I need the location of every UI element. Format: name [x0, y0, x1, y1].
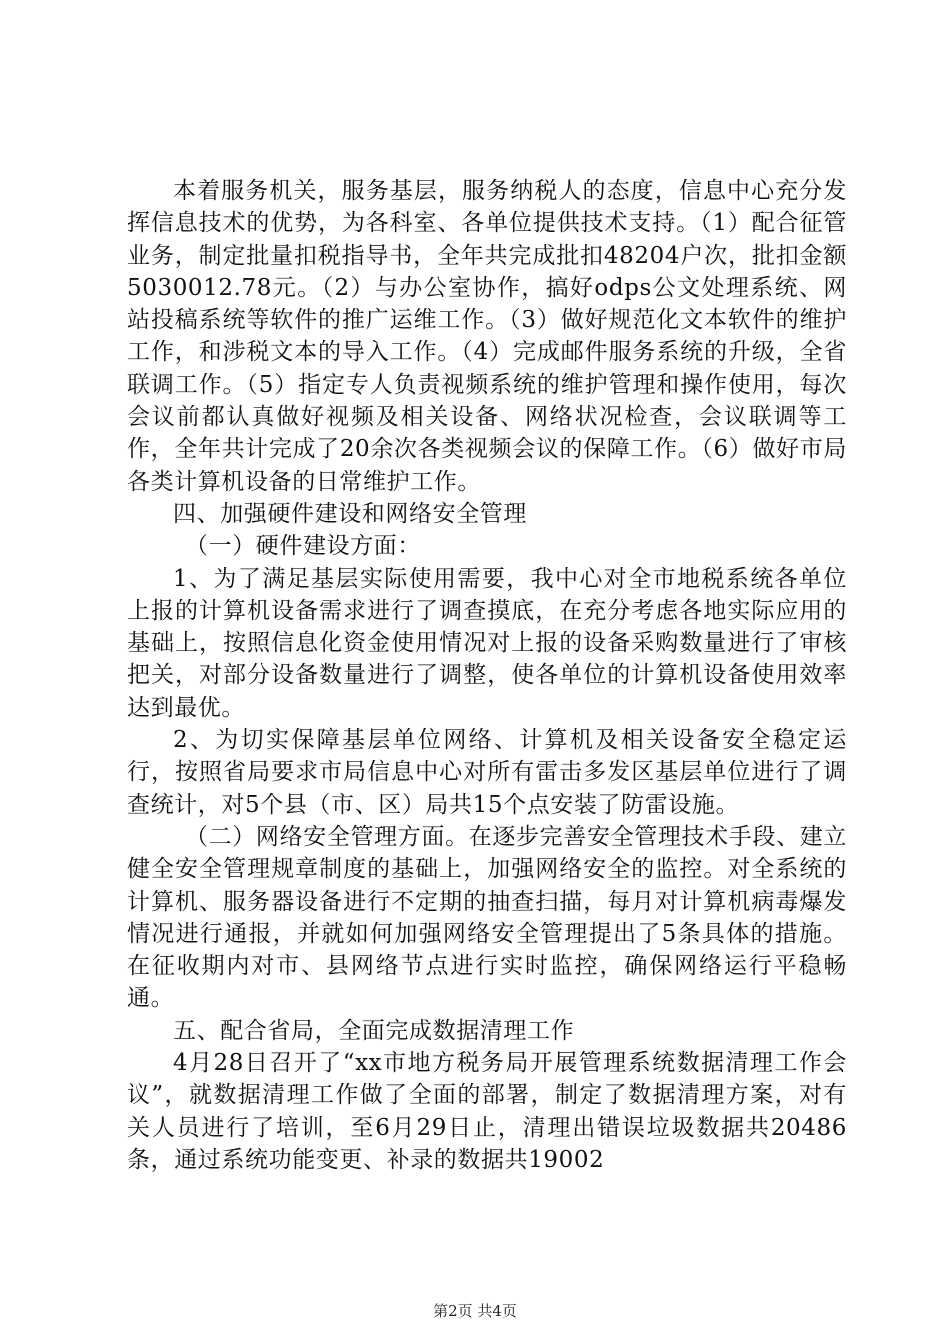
paragraph-data-cleanup-meeting: 4月28日召开了“xx市地方税务局开展管理系统数据清理工作会议”，就数据清理工作做了全面的部署，制定了数据清理方案，对有关人员进行了培训，至6月29日止，清理出错误垃圾数据共20486条，通过系统功能变更、补录的数据共19002: [127, 1050, 847, 1173]
heading-hardware-network-security: 四、加强硬件建设和网络安全管理: [173, 500, 527, 527]
subheading-hardware-construction: （一）硬件建设方面：: [185, 533, 421, 560]
paragraph-service-support: 本着服务机关，服务基层，服务纳税人的态度，信息中心充分发挥信息技术的优势，为各科室、各单位提供技术支持。（1）配合征管业务，制定批量扣税指导书，全年共完成批扣48204户次，批扣金额5030012.78元。（2）与办公室协作，搞好odps公文处理系统、网站投稿系统等软件的推广运维工作。（3）做好规范化文本软件的维护工作，和涉税文本的导入工作。（4）完成邮件服务系统的升级，全省联调工作。（5）指定专人负责视频系统的维护管理和操作使用，每次会议前都认真做好视频及相关设备、网络状况检查，会议联调等工作，全年共计完成了20余次各类视频会议的保障工作。（6）做好市局各类计算机设备的日常维护工作。: [127, 178, 847, 495]
page-footer: 第2页 共4页: [433, 1302, 517, 1320]
document-body: [127, 175, 847, 1176]
heading-data-cleanup: 五、配合省局，全面完成数据清理工作: [173, 1017, 575, 1044]
paragraph-lightning-protection: 2、为切实保障基层单位网络、计算机及相关设备安全稳定运行，按照省局要求市局信息中心对所有雷击多发区基层单位进行了调查统计，对5个县（市、区）局共15个点安装了防雷设施。: [127, 727, 847, 818]
paragraph-network-security: （二）网络安全管理方面。在逐步完善安全管理技术手段、建立健全安全管理规章制度的基础上，加强网络安全的监控。对全系统的计算机、服务器设备进行不定期的抽查扫描，每月对计算机病毒爆发情况进行通报，并就如何加强网络安全管理提出了5条具体的措施。在征收期内对市、县网络节点进行实时监控，确保网络运行平稳畅通。: [127, 823, 847, 1012]
paragraph-equipment-survey: 1、为了满足基层实际使用需要，我中心对全市地税系统各单位上报的计算机设备需求进行了调查摸底，在充分考虑各地实际应用的基础上，按照信息化资金使用情况对上报的设备采购数量进行了审核把关，对部分设备数量进行了调整，使各单位的计算机设备使用效率达到最优。: [127, 565, 847, 721]
